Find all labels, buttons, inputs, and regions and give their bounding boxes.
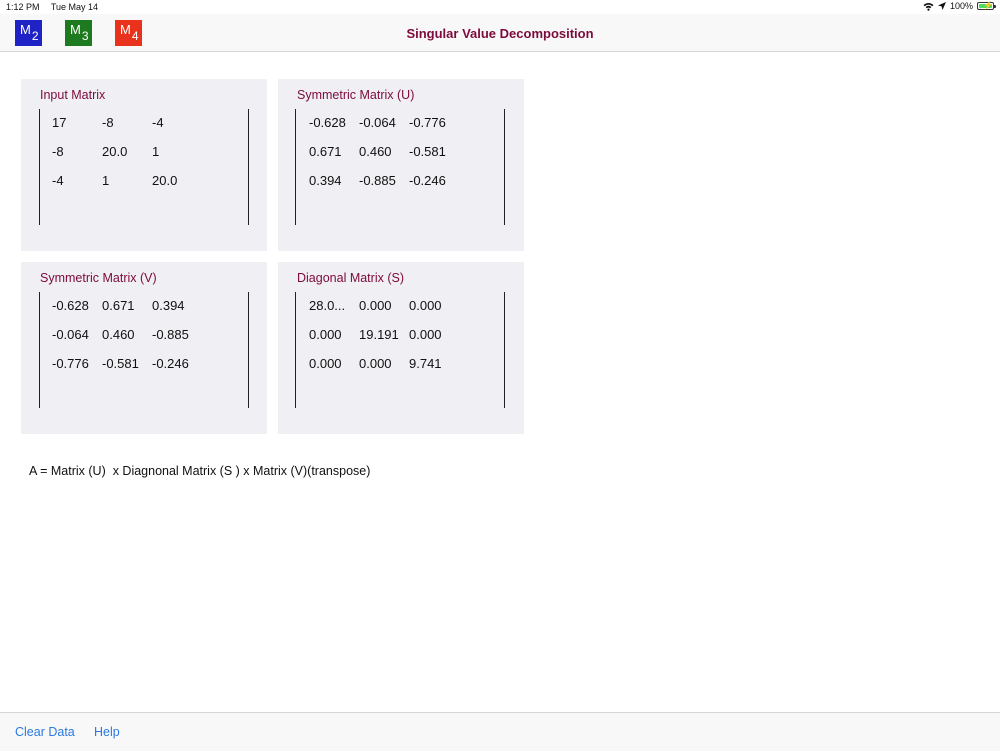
matrix-cell: 0.460 [102,327,135,342]
matrix-cell: 0.000 [359,298,392,313]
matrix-cell: 9.741 [409,356,442,371]
matrix-cell: 20.0 [102,144,128,159]
matrix-cell: -0.885 [359,173,396,188]
status-time: 1:12 PM [6,2,40,12]
matrix-cell: -0.628 [309,115,346,130]
v-matrix-title: Symmetric Matrix (V) [40,271,157,285]
svd-formula: A = Matrix (U) x Diagnonal Matrix (S ) x Matrix (V)(transpose) [29,464,371,478]
matrix-cell: -0.628 [52,298,89,313]
s-matrix-panel [278,262,524,434]
matrix-cell: 0.000 [359,356,392,371]
matrix-cell: 1 [152,144,160,159]
matrix-cell: -8 [52,144,64,159]
matrix-cell: -0.064 [52,327,89,342]
right-bracket [504,292,505,408]
matrix-cell: -0.776 [409,115,446,130]
m4-button-subscript: 4 [131,29,139,43]
v-matrix-panel [21,262,267,434]
matrix-cell: 20.0 [152,173,178,188]
matrix-cell: -4 [152,115,164,130]
matrix-cell: -8 [102,115,114,130]
status-bar [0,0,1000,14]
m2-button-label: M [20,22,31,37]
battery-icon: ⚡ [977,2,994,10]
navigation-bar [0,14,1000,52]
m2-button-subscript: 2 [31,29,39,43]
right-bracket [248,292,249,408]
matrix-cell: 0.460 [359,144,392,159]
matrix-cell: 0.000 [409,327,442,342]
m3-button-subscript: 3 [81,29,89,43]
matrix-cell: -0.581 [102,356,139,371]
battery-percent: 100% [949,1,973,11]
matrix-cell: -0.064 [359,115,396,130]
u-matrix-title: Symmetric Matrix (U) [297,88,415,102]
matrix-cell: 1 [102,173,110,188]
matrix-cell: -0.246 [152,356,189,371]
left-bracket [39,109,40,225]
wifi-icon [923,2,934,11]
matrix-cell: 19.191 [359,327,399,342]
help-button[interactable]: Help [94,725,120,739]
matrix-cell: 0.671 [102,298,135,313]
matrix-cell: 28.0... [309,298,346,313]
right-bracket [504,109,505,225]
location-arrow-icon [938,2,946,10]
clear-data-button[interactable]: Clear Data [15,725,75,739]
page-title: Singular Value Decomposition [406,26,594,41]
m3-button-label: M [70,22,81,37]
left-bracket [295,109,296,225]
right-bracket [248,109,249,225]
status-date: Tue May 14 [50,2,99,12]
input-matrix-title: Input Matrix [40,88,106,102]
left-bracket [39,292,40,408]
bottom-toolbar [0,712,1000,751]
matrix-cell: 0.394 [309,173,342,188]
u-matrix-panel [278,79,524,251]
matrix-cell: -0.776 [52,356,89,371]
matrix-cell: 0.000 [409,298,442,313]
input-matrix-panel [21,79,267,251]
matrix-cell: 0.671 [309,144,342,159]
matrix-cell: 0.000 [309,356,342,371]
matrix-cell: 17 [52,115,67,130]
s-matrix-title: Diagonal Matrix (S) [297,271,404,285]
m4-button-label: M [120,22,131,37]
matrix-cell: 0.394 [152,298,185,313]
left-bracket [295,292,296,408]
matrix-cell: -0.246 [409,173,446,188]
matrix-cell: 0.000 [309,327,342,342]
matrix-cell: -0.581 [409,144,446,159]
matrix-cell: -4 [52,173,64,188]
matrix-cell: -0.885 [152,327,189,342]
